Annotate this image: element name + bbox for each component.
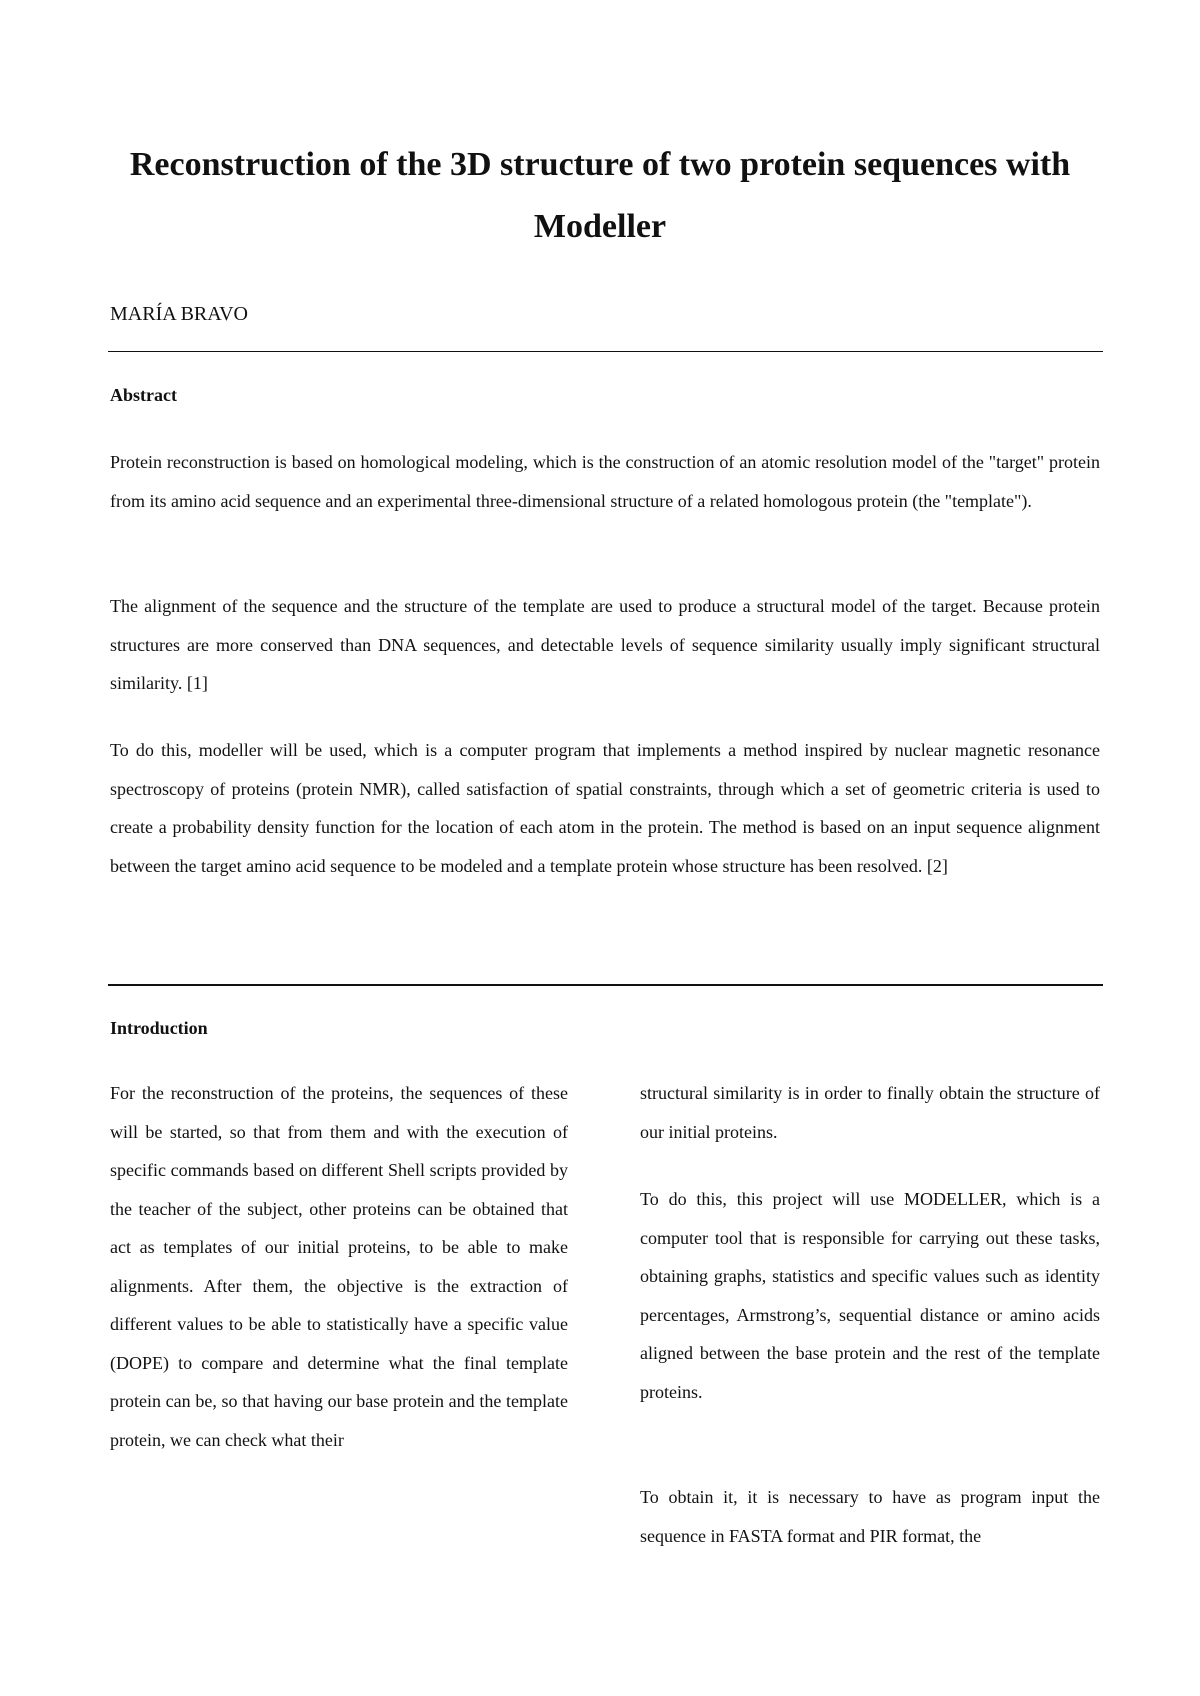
introduction-left-column: For the reconstruction of the proteins, the sequences of these will be started, so that from them and with the execution of specific commands based on different Shell scripts provided by the teacher of the subject, other proteins can be obtained that act as templates of our initial proteins, to be able to make alignments. After them, the objective is the extraction of different values to be able to statistically have a specific value (DOPE) to compare and determine what the final template protein can be, so that having our base protein and the template protein, we can check what their bbox=[110, 1083, 568, 1450]
abstract-paragraph-2: The alignment of the sequence and the structure of the template are used to produce a structural model of the target. Because protein structures are more conserved than DNA sequences, and detectable levels of sequence similarity usually imply significant structural similarity. [1] bbox=[110, 596, 1100, 693]
introduction-right-paragraph-3: To obtain it, it is necessary to have as program input the sequence in FASTA format and PIR format, the bbox=[640, 1487, 1100, 1546]
introduction-heading: Introduction bbox=[110, 1018, 208, 1038]
author-name: MARÍA BRAVO bbox=[110, 303, 248, 325]
abstract-divider bbox=[108, 984, 1103, 986]
header-divider bbox=[108, 351, 1103, 352]
abstract-paragraph-1: Protein reconstruction is based on homological modeling, which is the construction of an atomic resolution model of the "target" protein from its amino acid sequence and an experimental three-dimensional structure of a related homologous protein (the "template"). bbox=[110, 452, 1100, 511]
paper-title: Reconstruction of the 3D structure of two protein sequences with Modeller bbox=[129, 146, 1071, 245]
introduction-right-paragraph-2: To do this, this project will use MODELLER, which is a computer tool that is responsible for carrying out these tasks, obtaining graphs, statistics and specific values such as identity percentages, Armstrong’s, sequential distance or amino acids aligned between the base protein and the rest of the template proteins. bbox=[640, 1189, 1100, 1402]
abstract-heading: Abstract bbox=[110, 385, 177, 405]
introduction-right-paragraph-1: structural similarity is in order to finally obtain the structure of our initial proteins. bbox=[640, 1083, 1100, 1142]
abstract-paragraph-3: To do this, modeller will be used, which is a computer program that implements a method inspired by nuclear magnetic resonance spectroscopy of proteins (protein NMR), called satisfaction of spatial constraints, through which a set of geometric criteria is used to create a probability density function for the location of each atom in the protein. The method is based on an input sequence alignment between the target amino acid sequence to be modeled and a template protein whose structure has been resolved. [2] bbox=[110, 740, 1100, 876]
